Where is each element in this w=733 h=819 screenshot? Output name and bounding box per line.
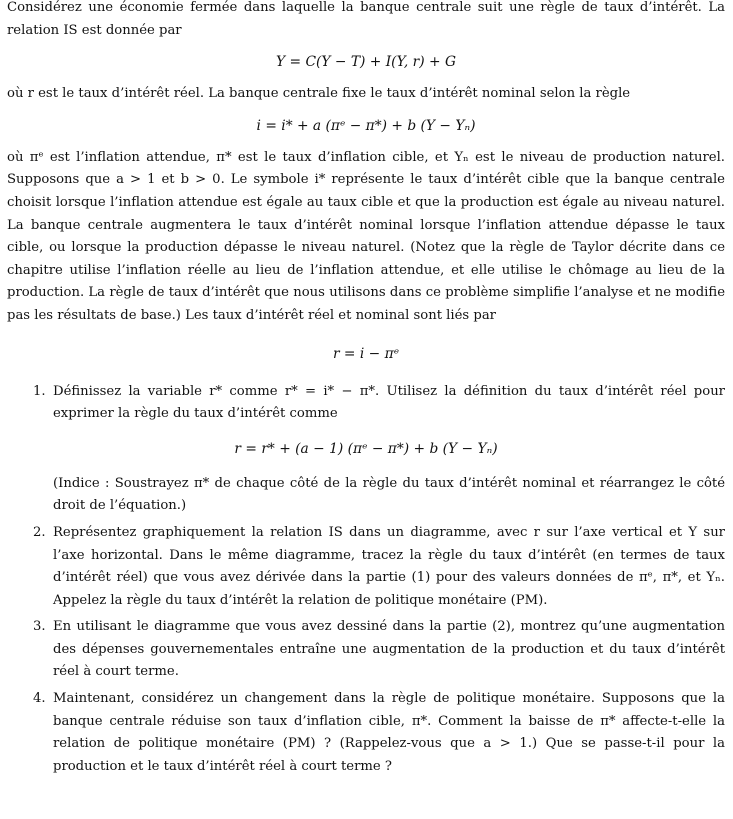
question-text: En utilisant le diagramme que vous avez dessiné dans la partie (2), montrez qu’une augmentation des dépenses gouvernementales entraîne une augmentation de la production et du taux d’intérêt réel à court terme.: [53, 619, 725, 680]
fisher-equation: r = i − πᵉ: [332, 345, 400, 362]
question-item: [7, 688, 725, 778]
question-number: 1.: [33, 383, 46, 399]
question-text: Représentez graphiquement la relation IS dans un diagramme, avec r sur l’axe vertical et Y sur l’axe horizontal. Dans le même diagramme, tracez la règle du taux d’intérêt (en termes de taux d’intérêt réel) que vous avez dérivée dans la partie (1) pour des valeurs données de πᵉ, π*, et Yₙ. Appelez la règle du taux d’intérêt la relation de politique monétaire (PM).: [53, 524, 725, 608]
definitions-paragraph: où πᵉ est l’inflation attendue, π* est le taux d’inflation cible, et Yₙ est le niveau de production naturel. Supposons que a > 1 et b > 0. Le symbole i* représente le taux d’intérêt cible que la banque centrale choisit lorsque l’inflation attendue est égale au taux cible et que la production est égale au niveau naturel. La banque centrale augmentera le taux d’intérêt nominal lorsque l’inflation attendue dépasse le taux cible, ou lorsque la production dépasse le niveau naturel. (Notez que la règle de Taylor décrite dans ce chapitre utilise l’inflation réelle au lieu de l’inflation attendue, et elle utilise le chômage au lieu de la production. La règle de taux d’intérêt que nous utilisons dans ce problème simplifie l’analyse et ne modifie pas les résultats de base.) Les taux d’intérêt réel et nominal sont liés par: [7, 149, 725, 323]
real-rate-rule-equation: r = r* + (a − 1) (πᵉ − π*) + b (Y − Yₙ): [234, 440, 498, 457]
question-number: 2.: [33, 524, 46, 540]
question-text: Maintenant, considérez un changement dans la règle de politique monétaire. Supposons que la banque centrale réduise son taux d’inflation cible, π*. Comment la baisse de π* affecte-t-elle la relation de politique monétaire (PM) ? (Rappelez-vous que a > 1.) Que se passe-t-il pour la production et le taux d’intérêt réel à court terme ?: [53, 691, 725, 774]
taylor-rule-equation: i = i* + a (πᵉ − π*) + b (Y − Yₙ): [256, 117, 476, 134]
question-hint: (Indice : Soustrayez π* de chaque côté de la règle du taux d’intérêt nominal et réarrangez le côté droit de l’équation.): [53, 475, 725, 514]
intro-paragraph: Considérez une économie fermée dans laquelle la banque centrale suit une règle de taux d’intérêt. La relation IS est donnée par: [7, 0, 725, 38]
question-number: 4.: [33, 691, 46, 707]
question-item: [7, 522, 725, 612]
question-item: [7, 616, 725, 684]
question-list: [7, 381, 725, 779]
question-text: Définissez la variable r* comme r* = i* − π*. Utilisez la définition du taux d’intérêt réel pour exprimer la règle du taux d’intérêt comme: [53, 383, 725, 422]
question-number: 3.: [33, 619, 46, 635]
is-equation: Y = C(Y − T) + I(Y, r) + G: [276, 54, 456, 71]
after-is-paragraph: où r est le taux d’intérêt réel. La banque centrale fixe le taux d’intérêt nominal selon la règle: [7, 86, 631, 102]
question-item: [7, 381, 725, 518]
